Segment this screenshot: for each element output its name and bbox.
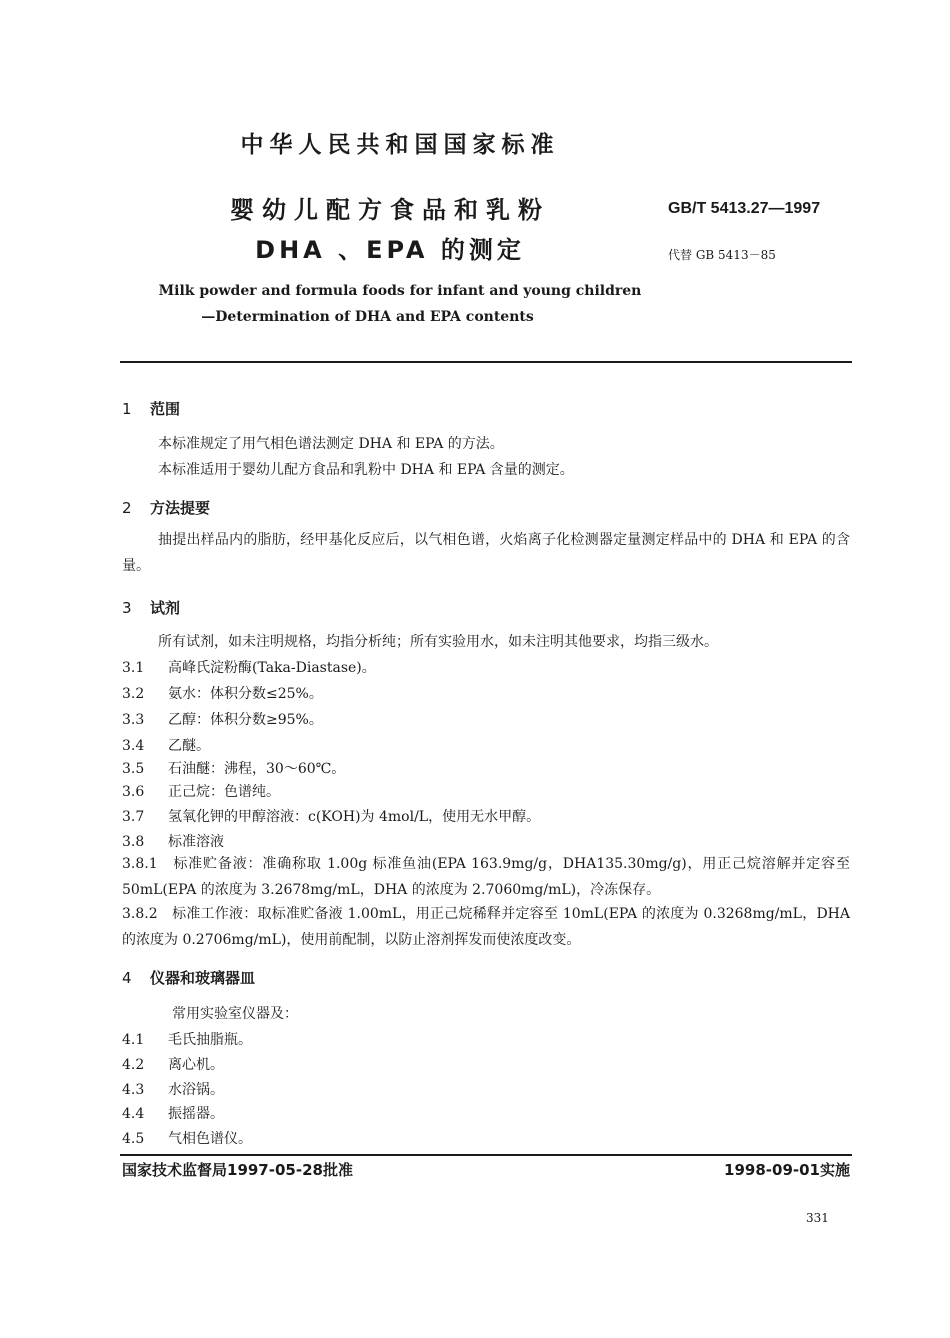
section-number: 4: [122, 969, 132, 987]
header-divider: [120, 361, 852, 363]
item-text: 乙醚。: [168, 738, 210, 754]
english-title-line2: —Determination of DHA and EPA contents: [201, 309, 534, 325]
section-title: 仪器和玻璃器皿: [150, 969, 256, 987]
item-number: 3.5: [122, 761, 145, 777]
list-item: [122, 1128, 252, 1148]
section-2-heading: [122, 497, 210, 518]
list-item: [122, 781, 280, 801]
item-number: 3.6: [122, 784, 145, 800]
item-text: 乙醇：体积分数≥95%。: [168, 712, 323, 728]
item-number: 3.2: [122, 686, 145, 702]
item-text: 正己烷：色谱纯。: [168, 784, 280, 800]
item-number: 4.3: [122, 1082, 145, 1098]
footer-divider: [120, 1154, 852, 1156]
section-title: 范围: [150, 400, 181, 418]
item-number: 3.8: [122, 834, 145, 850]
list-item: [122, 758, 345, 778]
list-item: [122, 1103, 224, 1123]
list-item: [122, 1079, 224, 1099]
effective-date: 1998-09-01实施: [724, 1161, 850, 1179]
list-item: [122, 657, 376, 677]
approval-date: 国家技术监督局1997-05-28批准: [122, 1161, 353, 1179]
section-3-intro: 所有试剂，如未注明规格，均指分析纯；所有实验用水，如未注明其他要求，均指三级水。: [158, 634, 718, 650]
list-item: [122, 806, 540, 826]
item-number: 3.3: [122, 712, 145, 728]
item-number: 3.1: [122, 660, 145, 676]
list-item: [122, 831, 224, 851]
section-title: 方法提要: [150, 499, 211, 517]
subsection-3-8-2: 3.8.2 标准工作液：取标准贮备液 1.00mL，用正己烷稀释并定容至 10mL(EPA 的浓度为 0.3268mg/mL，DHA 的浓度为 0.2706mg/mL)，使用前配制，以防止溶剂挥发而使浓度改变。: [122, 906, 850, 948]
standard-number: GB/T 5413.27—1997: [668, 200, 821, 217]
section-4-heading: [122, 967, 255, 988]
section-number: 1: [122, 400, 132, 418]
item-number: 3.4: [122, 738, 145, 754]
item-number: 4.4: [122, 1106, 145, 1122]
subsection-3-8-1: 3.8.1 标准贮备液：准确称取 1.00g 标准鱼油(EPA 163.9mg/g，DHA135.30mg/g)，用正己烷溶解并定容至 50mL(EPA 的浓度为 3.2678mg/mL，DHA 的浓度为 2.7060mg/mL)，冷冻保存。: [122, 856, 850, 898]
item-text: 石油醚：沸程，30～60℃。: [168, 761, 346, 777]
section-number: 2: [122, 499, 132, 517]
item-number: 4.2: [122, 1057, 145, 1073]
item-text: 高峰氏淀粉酶(Taka-Diastase)。: [168, 660, 376, 676]
list-item: [122, 683, 323, 703]
section-title: 试剂: [150, 599, 181, 617]
item-text: 离心机。: [168, 1057, 224, 1073]
document-title-line2: DHA 、EPA 的测定: [255, 236, 525, 264]
item-number: 4.1: [122, 1032, 145, 1048]
section-number: 3: [122, 599, 132, 617]
item-number: 4.5: [122, 1131, 145, 1147]
item-number: 3.7: [122, 809, 145, 825]
list-item: [122, 735, 210, 755]
item-text: 毛氏抽脂瓶。: [168, 1032, 252, 1048]
section-3-heading: [122, 597, 180, 618]
item-text: 标准溶液: [168, 834, 224, 850]
section-1-paragraph-2: 本标准适用于婴幼儿配方食品和乳粉中 DHA 和 EPA 含量的测定。: [158, 462, 574, 478]
section-1-paragraph-1: 本标准规定了用气相色谱法测定 DHA 和 EPA 的方法。: [158, 436, 504, 452]
document-title-line1: 婴幼儿配方食品和乳粉: [230, 196, 550, 224]
item-text: 氢氧化钾的甲醇溶液：c(KOH)为 4mol/L，使用无水甲醇。: [168, 809, 541, 825]
section-2-paragraph: 抽提出样品内的脂肪，经甲基化反应后，以气相色谱，火焰离子化检测器定量测定样品中的 DHA 和 EPA 的含量。: [122, 532, 850, 574]
list-item: [122, 1029, 252, 1049]
section-4-intro: 常用实验室仪器及：: [172, 1006, 298, 1022]
item-text: 振摇器。: [168, 1106, 224, 1122]
list-item: [122, 709, 323, 729]
replaces-standard: 代替 GB 5413－85: [668, 248, 776, 262]
page-number: 331: [806, 1211, 829, 1225]
national-standard-heading: 中华人民共和国国家标准: [240, 132, 560, 158]
list-item: [122, 1054, 224, 1074]
item-text: 水浴锅。: [168, 1082, 224, 1098]
item-text: 气相色谱仪。: [168, 1131, 252, 1147]
item-text: 氨水：体积分数≤25%。: [168, 686, 323, 702]
section-1-heading: [122, 398, 180, 419]
english-title-line1: Milk powder and formula foods for infant and young children: [158, 283, 642, 299]
